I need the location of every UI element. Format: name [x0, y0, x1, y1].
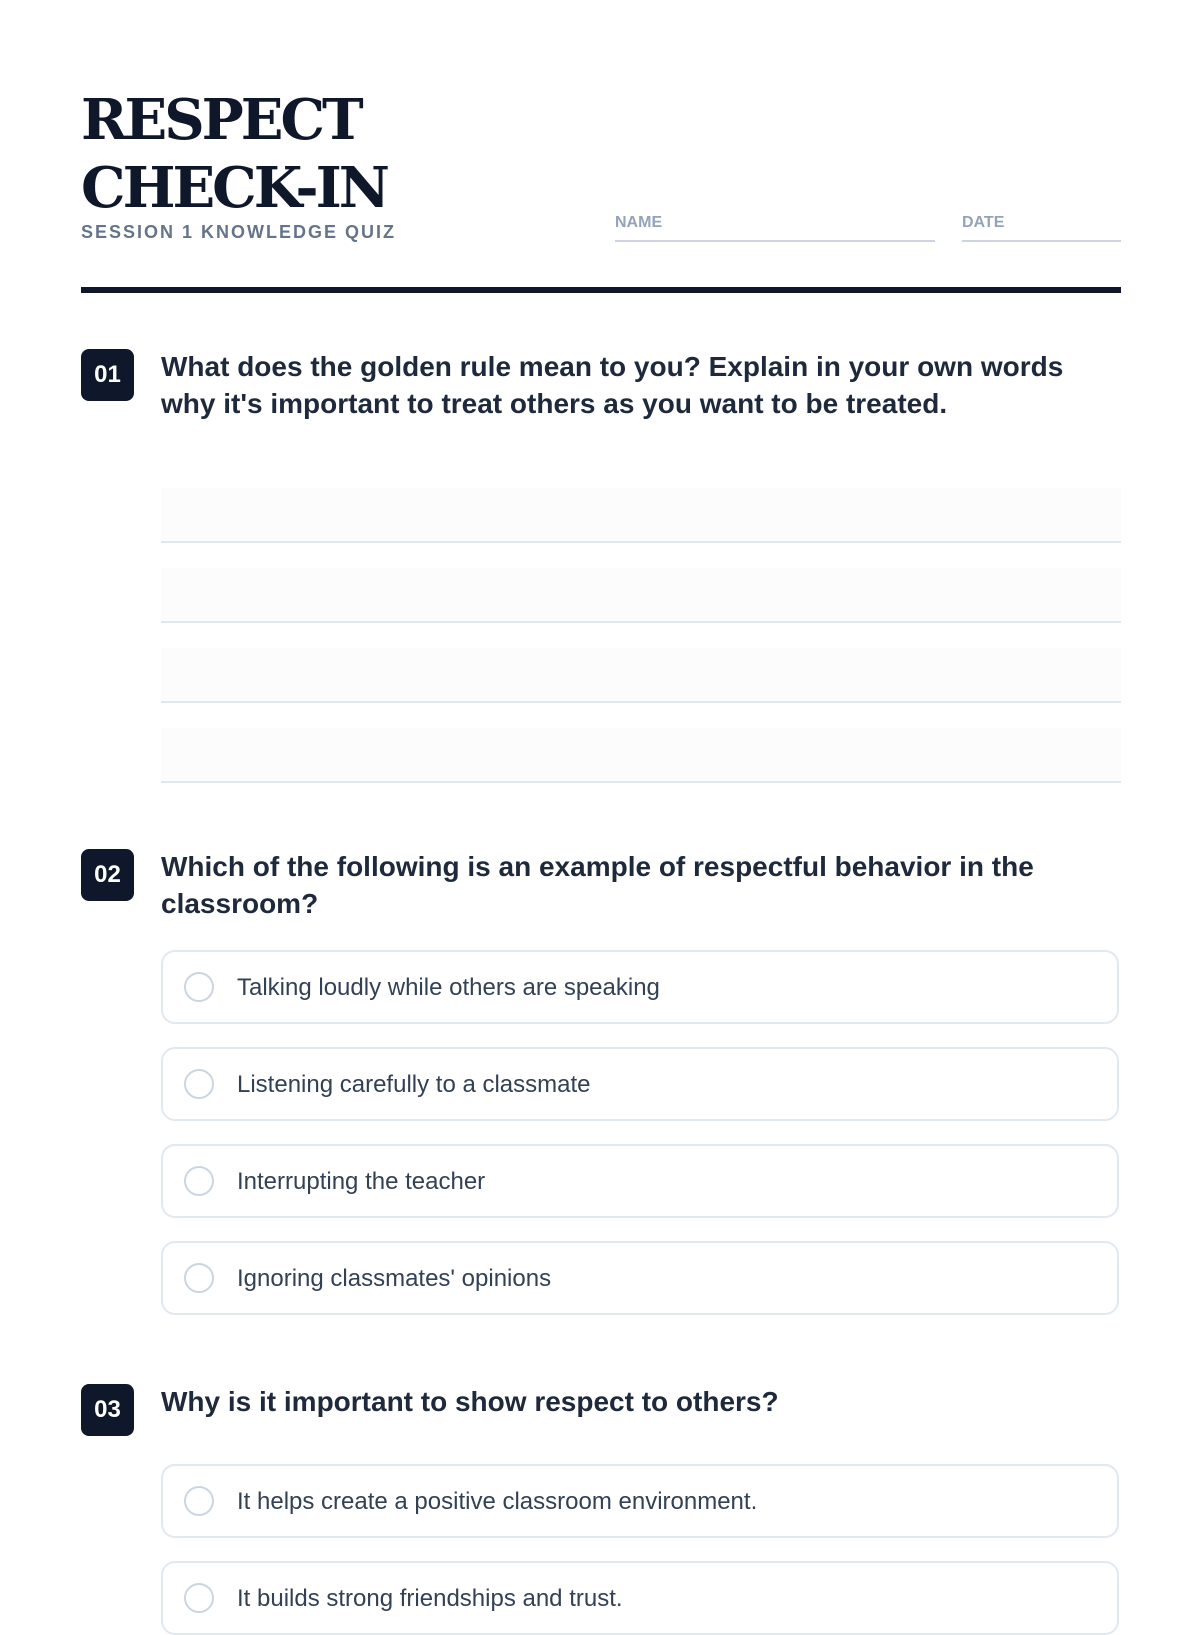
radio-button[interactable]: [184, 1263, 214, 1293]
answer-line[interactable]: [161, 728, 1121, 783]
answer-line[interactable]: [161, 648, 1121, 703]
answer-option[interactable]: [161, 1047, 1119, 1121]
answer-line[interactable]: [161, 568, 1121, 623]
question-number-badge: 02: [81, 849, 134, 901]
date-field[interactable]: [962, 214, 1121, 242]
question-number-badge: 01: [81, 349, 134, 401]
question-text: Why is it important to show respect to others?: [161, 1386, 779, 1417]
question-text: What does the golden rule mean to you? Explain in your own words why it's important to treat others as you want to be treated.: [161, 351, 1064, 419]
radio-button[interactable]: [184, 1583, 214, 1613]
answer-option[interactable]: [161, 1241, 1119, 1315]
quiz-title: RESPECT CHECK-IN: [81, 87, 387, 221]
answer-option[interactable]: [161, 950, 1119, 1024]
name-label: NAME: [615, 214, 663, 231]
option-label: Listening carefully to a classmate: [237, 1071, 591, 1098]
answer-option[interactable]: [161, 1144, 1119, 1218]
quiz-subtitle: SESSION 1 KNOWLEDGE QUIZ: [81, 222, 397, 242]
quiz-header: [81, 86, 1121, 251]
option-label: It builds strong friendships and trust.: [237, 1585, 623, 1612]
answer-option[interactable]: [161, 1464, 1119, 1538]
header-divider: [81, 287, 1121, 293]
option-label: It helps create a positive classroom environment.: [237, 1488, 758, 1515]
name-field[interactable]: [615, 214, 935, 242]
radio-button[interactable]: [184, 972, 214, 1002]
date-label: DATE: [962, 214, 1005, 231]
radio-button[interactable]: [184, 1486, 214, 1516]
radio-button[interactable]: [184, 1069, 214, 1099]
question-text: Which of the following is an example of respectful behavior in the classroom?: [161, 851, 1034, 919]
option-label: Ignoring classmates' opinions: [237, 1265, 552, 1292]
option-label: Interrupting the teacher: [237, 1168, 486, 1195]
question-number-badge: 03: [81, 1384, 134, 1436]
answer-option[interactable]: [161, 1561, 1119, 1635]
radio-button[interactable]: [184, 1166, 214, 1196]
answer-line[interactable]: [161, 488, 1121, 543]
option-label: Talking loudly while others are speaking: [237, 974, 660, 1001]
